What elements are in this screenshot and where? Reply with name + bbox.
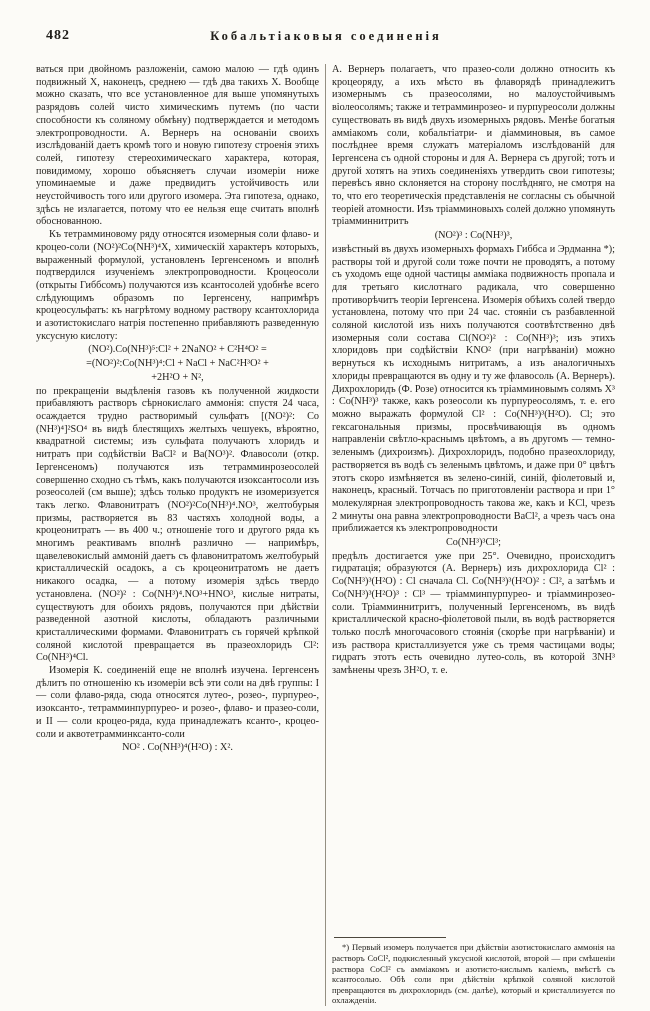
page-header	[36, 26, 616, 52]
column-divider	[325, 64, 326, 1006]
paragraph: по прекращеніи выдѣленія газовъ къ полученной жидкости прибавляютъ растворъ сѣрнокислаго аммонія: спустя 24 часа, осаждается трудно растворимый сульфатъ [(NO²)²: Co (NH³)⁴]²SO⁴ въ видѣ блестящихъ желтыхъ чешуекъ, вѣроятно, квадратной системы; изъ сульфата получаютъ хлоридъ и нитратъ при содѣйствіи BaCl² и Ba(NO³)². Флавосоли (откр. Іергенсеномъ) получаются изъ тетрамминрозеосолей совершенно сходно съ тѣмъ, какъ получаются изоксантосоли изъ розеосолей (см выше); здѣсь только продуктъ не изомеризуется такъ легко. Флавонитратъ (NO²)²Co(NH³)⁴.NO³, желтобурыя призмы, растворяется въ 83 частяхъ холодной воды, а кроцеонитратъ — въ 400 ч.; отношеніе того и другого ряда къ многимъ реактивамъ вполнѣ различно — напримѣръ, щавелевокислый аммоній даетъ съ флавонитратомъ желтобурый кристаллическій осадокъ, а съ кроцеонитратомъ не даетъ никакого осадка, — а потому изомерія здѣсь твердо установлена. (NO²)² : Co(NH³)⁴.NO³+HNO³, кислые нитраты, существуютъ для обоихъ рядовъ, получаются при дѣйствіи разведенной азотной кислоты, обладаютъ различными кристаллическими формами. Флавонитратъ съ горячей крѣпкой соляной кислотой превращается въ празеохлоридъ Cl²: Co(NH³)⁴Cl.	[36, 385, 319, 664]
paragraph: ваться при двойномъ разложеніи, самою малою — гдѣ одинъ подвижный X, наконецъ, среднею — гдѣ два такихъ X. Вообще можно сказать, что все установленное для выше упомянутыхъ разрядовъ солей чисто химическимъ путемъ (по части способности къ соляному обмѣну) подтверждается и методомъ электропроводности. А. Вернеръ на основаніи своихъ изслѣдованій даетъ кромѣ того и новую гипотезу строенія этихъ солей, гипотезу стереохимическаго характера, которая, повидимому, хорошо объясняетъ случаи изомеріи ниже упоминаемые и даже предвидитъ устойчивость или неустойчивость того или другого изомера. Эта гипотеза, однако, здѣсь не излагается, потому что ее нельзя еще считать вполнѣ обоснованною.	[36, 64, 319, 228]
chemical-equation-line: =(NO²)²:Co(NH³)⁴:Cl + NaCl + NaC²H³O² +	[86, 358, 269, 370]
column-spacer	[332, 678, 615, 932]
paragraph: А. Вернеръ полагаетъ, что празео-соли должно относить къ кроцеоряду, а ихъ мѣсто въ флаворядѣ принадлежитъ изомернымъ съ празеосолями, но малоустойчивымъ віолеосолямъ; также и тетрамминрозео- и пурпуреосоли должны существовать въ видѣ двухъ изомерныхъ рядовъ. Менѣе богатыя амміакомъ соли, кобальтіатри- и діамминовыя, въ самое послѣднее время служатъ матеріаломъ изслѣдованій для Іергенсена съ одной стороны и для А. Вернера съ другой; тотъ и другой хотятъ на этихъ соединеніяхъ утвердить свои гипотезы; перевѣсъ явно склоняется на сторону послѣдняго, не смотря на то, что его теоретическія представленія не согласны съ обычной теоріей атомности. Изъ тріамминовыхъ солей должно упомянуть тріамминнитритъ	[332, 64, 615, 228]
chemical-equation-line: (NO²).Co(NH³)⁵:Cl² + 2NaNO² + C²H⁴O² =	[88, 344, 267, 356]
chemical-formula: (NO²)³ : Co(NH³)³,	[434, 230, 513, 242]
paragraph: Изомерія К. соединеній еще не вполнѣ изучена. Іергенсенъ дѣлитъ по отношенію къ изомеріи всѣ эти соли на двѣ группы: I — соли флаво-ряда, сюда относятся лутео-, розео-, пурпурео-, изоксанто-, тетрамминпурпурео- и розео-, флаво- и празео-соли, и II — соли кроцео-ряда, куда принадлежатъ ксанто-, кроцео-соли и аквотетрамминксанто-соли	[36, 665, 319, 740]
left-column	[36, 64, 319, 1006]
footnote: *) Первый изомеръ получается при дѣйствіи азотистокислаго аммонія на растворъ CoCl², подкисленный уксусной кислотой, второй — при смѣшеніи раствора CoCl² съ амміакомъ и азотисто-кислымъ каліемъ, вмѣстѣ съ ксантосолью. Обѣ соли при дѣйствіи крѣпкой соляной кислотой превращаются въ дихрохлоридъ (см. далѣе), который и кристаллизуется по охлажденіи.	[332, 942, 615, 1006]
chemical-formula: NO² . Co(NH³)⁴(H²O) : X².	[122, 742, 233, 754]
page-number: 482	[46, 28, 70, 43]
right-column	[332, 64, 615, 1006]
chemical-formula: Co(NH³)³Cl³;	[445, 537, 501, 549]
text-columns	[36, 64, 616, 1006]
chemical-equation-line: +2H²O + N²,	[151, 371, 204, 383]
running-title: Кобальтіаковыя соединенія	[210, 29, 442, 43]
paragraph: извѣстный въ двухъ изомерныхъ формахъ Гиббса и Эрдманна *); растворы той и другой соли тоже почти не проводятъ, а потому съ уходомъ еще одной частицы амміака подвижность пропала и для третьяго кислотнаго радикала, что совершенно противорѣчитъ теоріи Іергенсена. Изомерія обѣихъ солей твердо установлена, потому что при 24 час. стояніи съ разбавленной соляной кислотой изъ нихъ получаются соотвѣтственно двѣ изомерныя соли состава Cl(NO²)² : Co(NH³)³; изъ этихъ хлоридовъ при содѣйствіи KNO² (при нагрѣваніи) можно вернуться къ исходнымъ нитритамъ, а изъ аналогичныхъ хлориды превращаются въ одну и ту же флавосоль (А. Вернеръ). Дихрохлоридъ (Ф. Розе) относится къ тріамминовымъ солямъ X³ : Co(NH³)³ также, какъ розеосоли къ пурпуреосолямъ, т. е. его можно выражать формулой Cl² : Co(NH³)³(H²O). Cl; это гексагональныя призмы, просвѣчивающія въ одномъ направленіи свѣтло-краснымъ цвѣтомъ, а въ другомъ — темно-зеленымъ (дихроизмъ). Дихрохлоридъ, подобно празеохлориду, растворяется въ водѣ съ зеленымъ цвѣтомъ, и даже при 0° цвѣтъ этотъ скоро измѣняется въ зелено-синій, синій, фіолетовый и, наконецъ, красный. Тотчасъ по приготовленіи раствора и при 1° молекулярная электропроводность такова же, какъ и KCl, чрезъ 2 минуты она равна электропроводности BaCl², а чрезъ часъ она приближается къ электропроводности	[332, 243, 615, 535]
paragraph: Къ тетрамминовому ряду относятся изомерныя соли флаво- и кроцео-соли (NO²)²Co(NH³)⁴X, химическій характеръ которыхъ, выраженный формулой, установленъ Іергенсеномъ и вполнѣ подтвердился изученіемъ электропроводности. Кроцеосоли (открыты Гиббсомъ) получаются изъ ксантосолей удобнѣе всего слѣдующимъ образомъ по Іергенсену, напримѣръ кроцеосульфатъ: къ нагрѣтому водному раствору ксантохлорида и азотистокислаго натрія постепенно прибавляютъ разведенную уксусную кислоту:	[36, 229, 319, 342]
footnote-divider	[334, 937, 446, 938]
paragraph: предѣлъ достигается уже при 25°. Очевидно, происходитъ гидратація; образуются (А. Вернеръ) изъ дихрохлорида Cl² : Co(NH³)³(H²O) : Cl сначала Cl. Co(NH³)³(H²O)² : Cl², а затѣмъ и Co(NH³)³(H²O)³ : Cl³ — тріамминпурпурео- и тріамминрозео-соли. Тріамминнитритъ, полученный Іергенсеномъ, въ видѣ кристаллической красно-фіолетовой пыли, въ водѣ растворяется только послѣ многочасового стоянія (скорѣе при нагрѣваніи) и изъ раствора кристаллизуется уже съ тремя частицами воды; гидратъ этотъ есть очевидно лутео-соль, въ которой 3NH³ замѣнены чрезъ 3H²O, т. е.	[332, 550, 615, 677]
